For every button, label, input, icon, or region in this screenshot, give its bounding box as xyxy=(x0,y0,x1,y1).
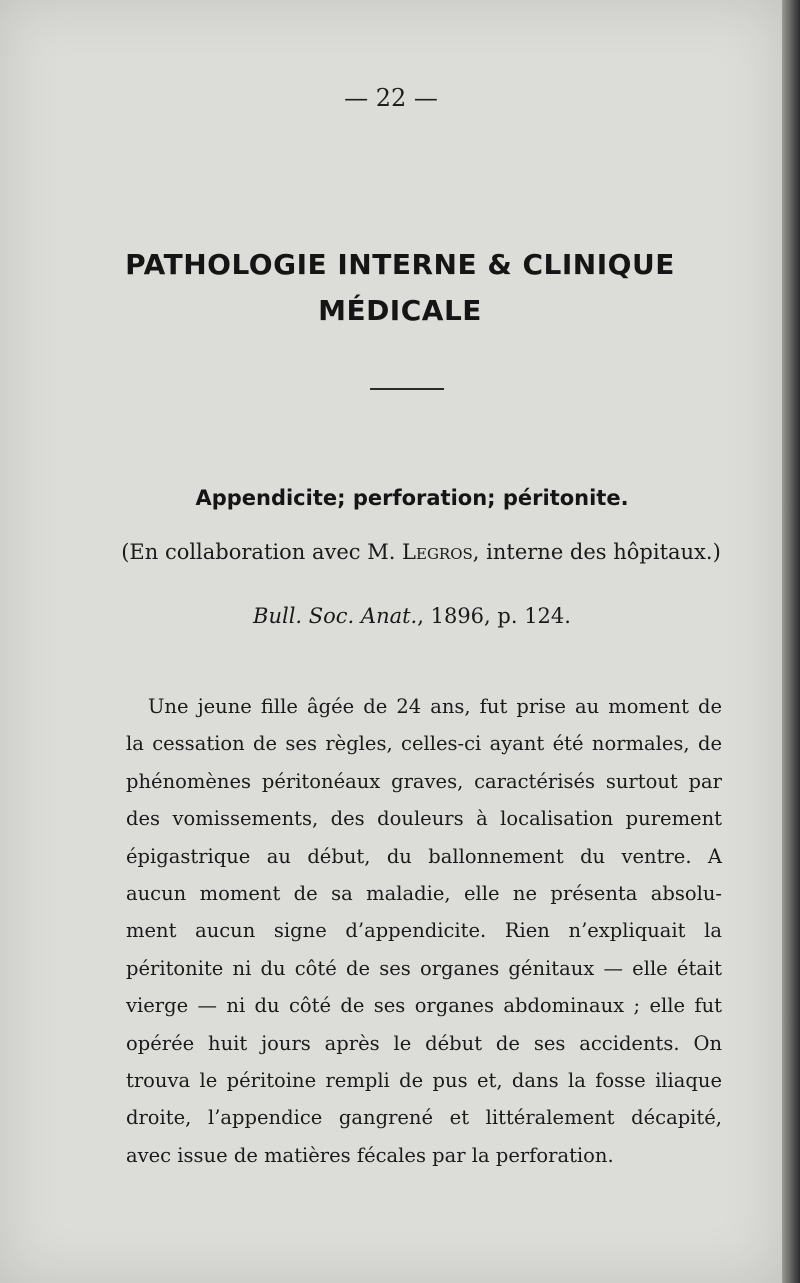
citation-journal: Bull. Soc. Anat. xyxy=(253,604,418,628)
body-line: Une jeune fille âgée de 24 ans, fut prise au moment de xyxy=(148,695,722,718)
collaboration-suffix: , interne des hôpitaux.) xyxy=(472,540,721,564)
body-paragraph xyxy=(126,688,722,1174)
body-line: phénomènes péritonéaux graves, caractérisés surtout par xyxy=(126,769,722,793)
collaboration-note xyxy=(116,540,726,564)
citation-details: , 1896, p. 124. xyxy=(417,604,571,628)
collaboration-prefix: (En collaboration avec M. xyxy=(121,540,403,564)
body-line: la cessation de ses règles, celles-ci ayant été normales, de xyxy=(126,732,722,756)
page-edge-shadow xyxy=(782,0,800,1283)
body-line: opérée huit jours après le début de ses accidents. On xyxy=(126,1031,722,1055)
page-number: — 22 — xyxy=(344,84,438,112)
body-line: avec issue de matières fécales par la perforation. xyxy=(126,1143,614,1167)
body-line: trouva le péritoine rempli de pus et, dans la fosse iliaque xyxy=(126,1069,722,1093)
body-line: aucun moment de sa maladie, elle ne présenta absolu- xyxy=(126,882,722,906)
article-title: Appendicite; perforation; péritonite. xyxy=(195,486,629,510)
body-line: péritonite ni du côté de ses organes génitaux — elle était xyxy=(126,956,722,980)
body-line: ment aucun signe d’appendicite. Rien n’expliquait la xyxy=(126,919,722,943)
body-line: des vomissements, des douleurs à localisation purement xyxy=(126,807,722,831)
body-line: droite, l’appendice gangrené et littéralement décapité, xyxy=(126,1106,722,1130)
section-heading-line-1: PATHOLOGIE INTERNE & CLINIQUE xyxy=(125,248,675,281)
collaborator-name: Legros xyxy=(402,540,473,564)
body-line: épigastrique au début, du ballonnement du ventre. A xyxy=(126,844,722,868)
divider-rule xyxy=(370,388,444,390)
citation xyxy=(0,604,800,628)
body-line: vierge — ni du côté de ses organes abdominaux ; elle fut xyxy=(126,994,722,1018)
section-heading-line-2: MÉDICALE xyxy=(318,294,482,327)
